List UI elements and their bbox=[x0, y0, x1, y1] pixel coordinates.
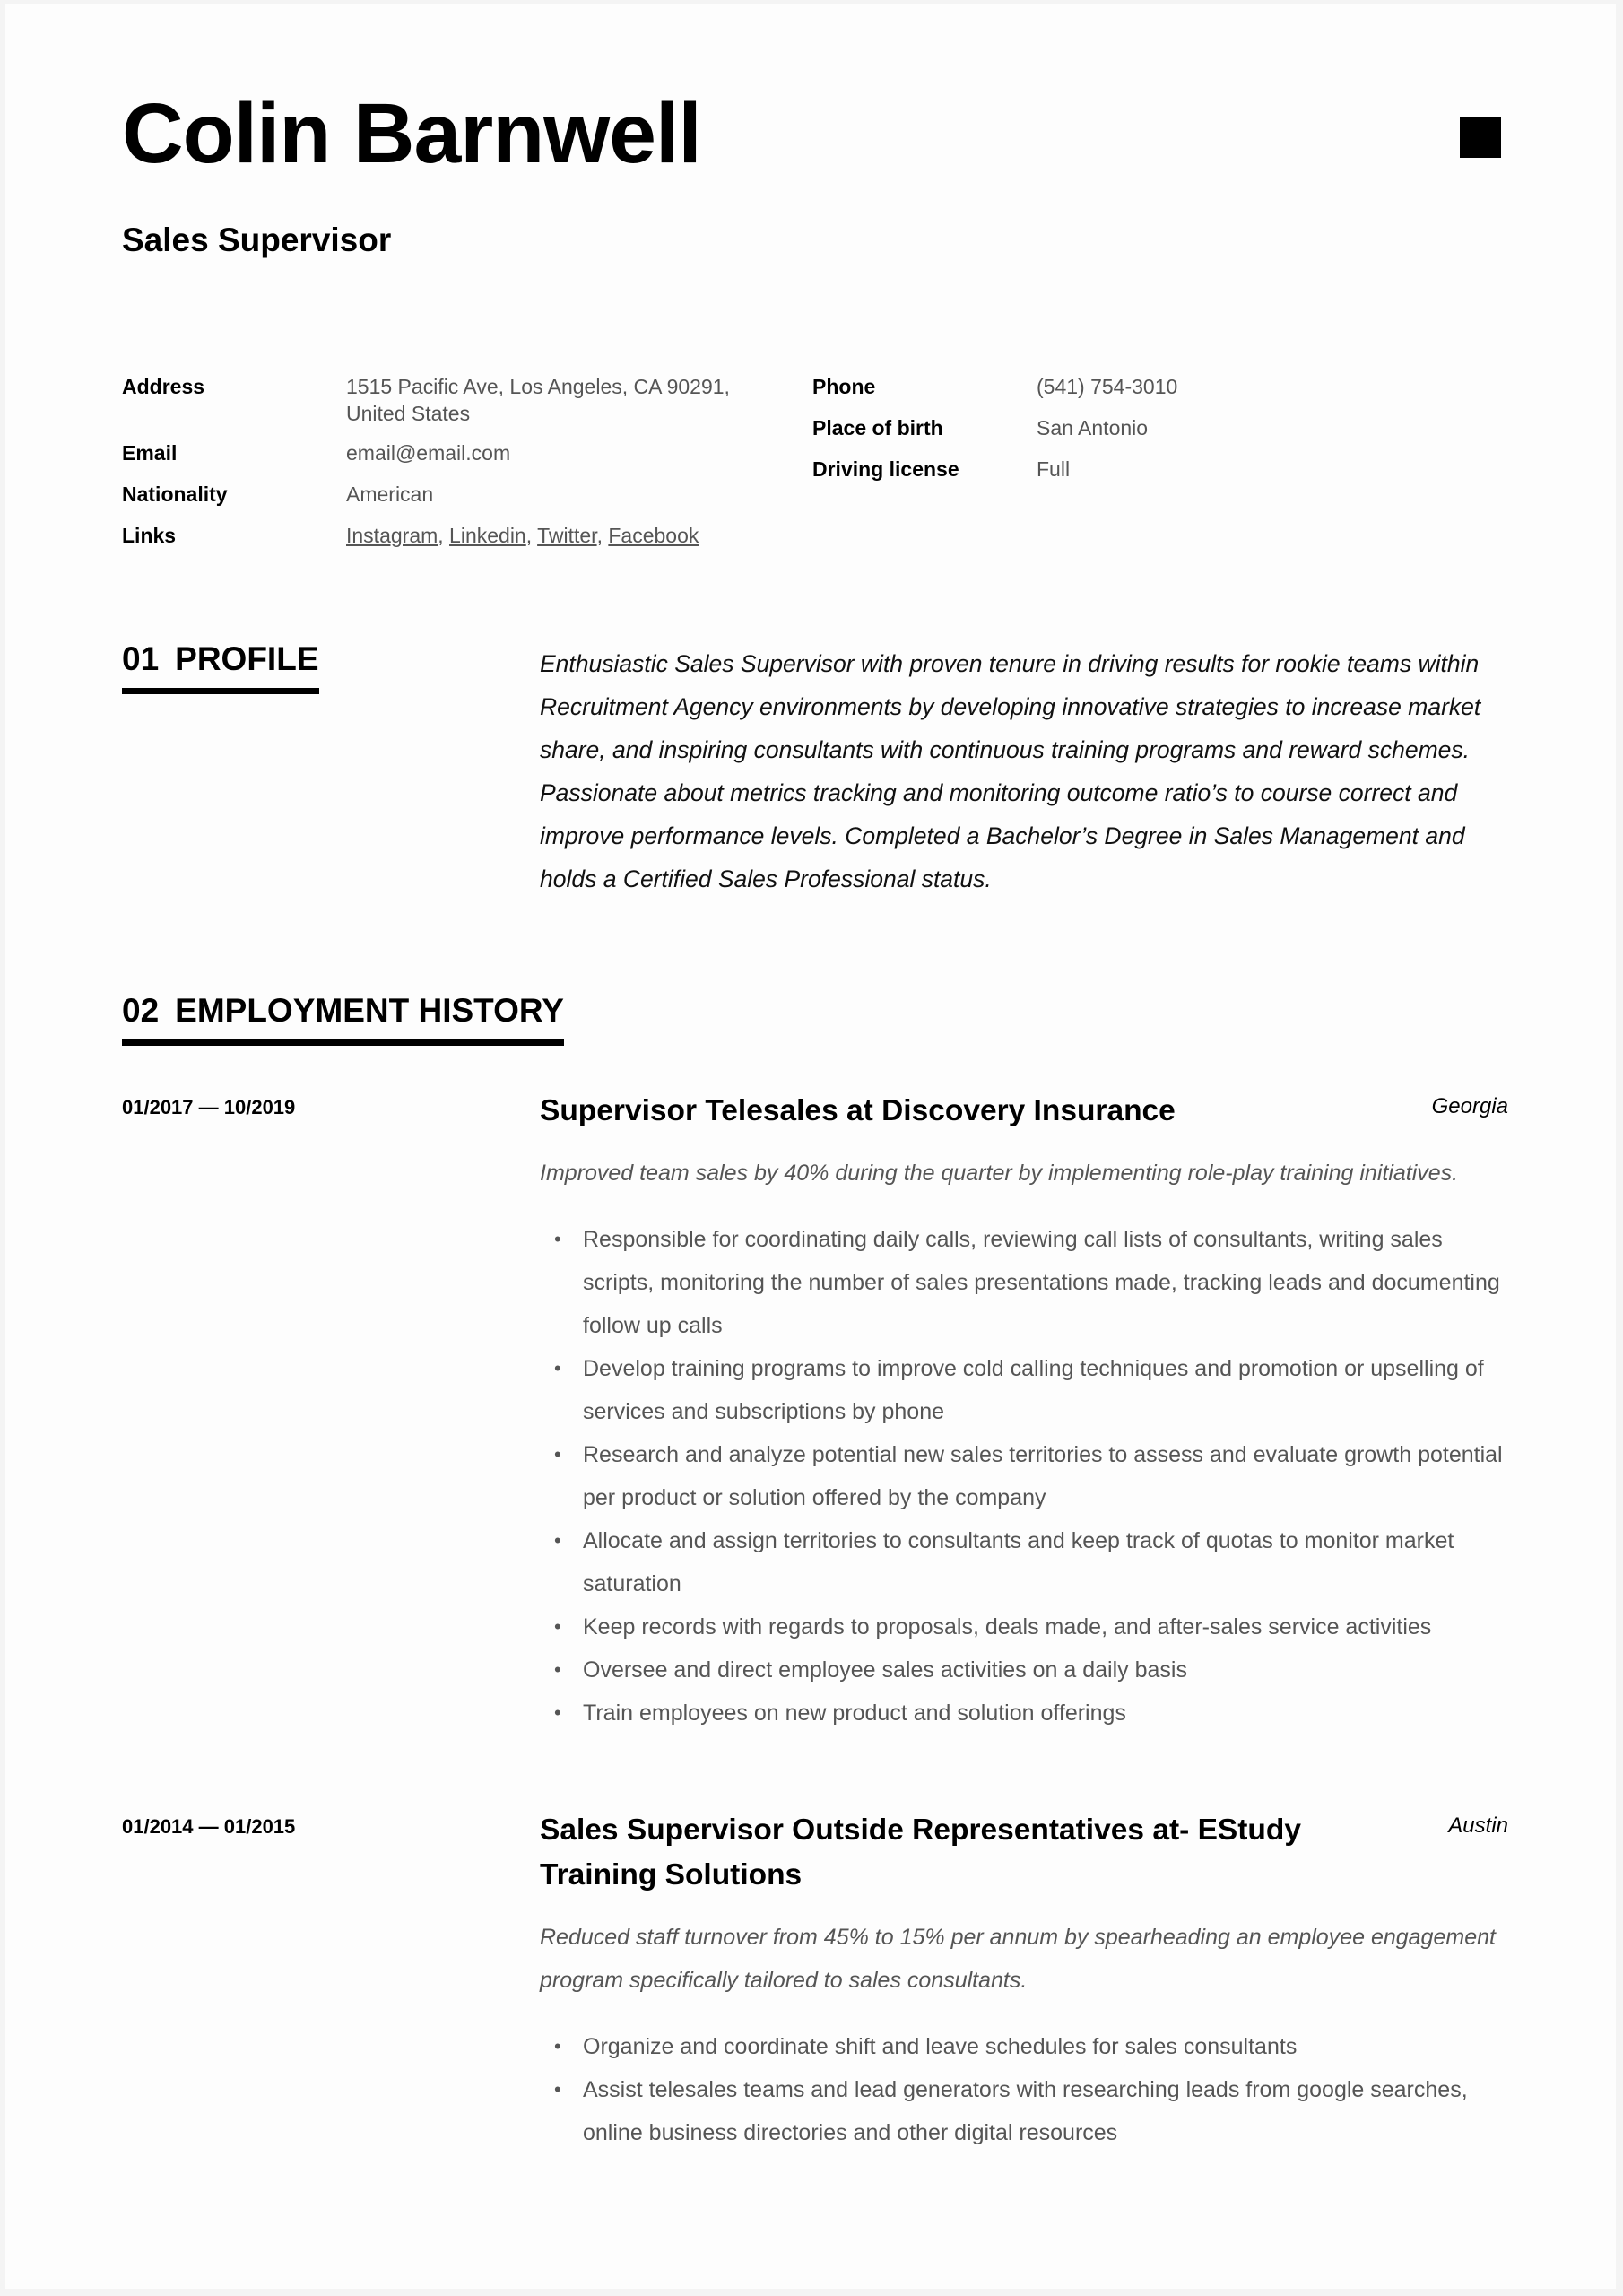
detail-email bbox=[122, 439, 768, 466]
list-item bbox=[540, 1433, 1508, 1519]
job-dates: 01/2014 — 01/2015 bbox=[122, 1815, 296, 1838]
bullet-text: Responsible for coordinating daily calls, reviewing call lists of consultants, writing sales scripts, monitoring the number of sales presentations made, tracking leads and documenting follow up calls bbox=[583, 1227, 1500, 1338]
job-header bbox=[540, 1808, 1508, 1898]
detail-label: Phone bbox=[812, 375, 876, 398]
bullet-text: Develop training programs to improve cold calling techniques and promotion or upselling of services and subscriptions by phone bbox=[583, 1356, 1484, 1424]
detail-value: San Antonio bbox=[1037, 416, 1149, 439]
bullet-icon: • bbox=[554, 2035, 561, 2057]
section-title: EMPLOYMENT HISTORY bbox=[175, 992, 564, 1029]
links-list bbox=[346, 522, 768, 549]
link-twitter[interactable]: Twitter bbox=[537, 524, 597, 547]
detail-driving-license bbox=[812, 456, 1261, 483]
detail-value: 1515 Pacific Ave, Los Angeles, CA 90291, United States bbox=[346, 375, 730, 425]
detail-label: Email bbox=[122, 441, 178, 465]
detail-value: email@email.com bbox=[346, 441, 511, 465]
bullet-icon: • bbox=[554, 1615, 561, 1638]
job-body bbox=[540, 1808, 1508, 2154]
details-left bbox=[122, 373, 768, 563]
bullet-icon: • bbox=[554, 1701, 561, 1724]
candidate-title: Sales Supervisor bbox=[122, 222, 392, 258]
detail-value: American bbox=[346, 483, 434, 506]
profile-heading bbox=[122, 642, 319, 694]
job-header bbox=[540, 1089, 1508, 1134]
link-linkedin[interactable]: Linkedin bbox=[449, 524, 526, 547]
detail-label: Driving license bbox=[812, 457, 959, 481]
detail-value: Full bbox=[1037, 457, 1071, 481]
job-location: Austin bbox=[1448, 1813, 1508, 1838]
job-title: Supervisor Telesales at Discovery Insurance bbox=[540, 1094, 1176, 1127]
list-item bbox=[540, 1692, 1508, 1735]
bullet-text: Train employees on new product and solution offerings bbox=[583, 1700, 1126, 1726]
list-item bbox=[540, 1648, 1508, 1692]
section-number: 02 bbox=[122, 992, 160, 1029]
job-bullets bbox=[540, 2025, 1508, 2154]
bullet-icon: • bbox=[554, 1529, 561, 1552]
bullet-text: Assist telesales teams and lead generators with researching leads from google searches, online business directories and other digital resources bbox=[583, 2077, 1468, 2145]
profile-text: Enthusiastic Sales Supervisor with proven tenure in driving results for rookie teams within Recruitment Agency environments by developing innovative strategies to increase market share, and inspiring consultants with continuous training programs and reward schemes. Passionate about metrics tracking and monitoring outcome ratio’s to course correct and improve performance levels. Completed a Bachelor’s Degree in Sales Management and holds a Certified Sales Professional status. bbox=[540, 650, 1481, 892]
job-location: Georgia bbox=[1431, 1094, 1508, 1118]
employment-heading bbox=[122, 994, 564, 1046]
bullet-icon: • bbox=[554, 1357, 561, 1379]
job-body bbox=[540, 1089, 1508, 1735]
detail-place-of-birth bbox=[812, 414, 1261, 441]
detail-label: Place of birth bbox=[812, 416, 943, 439]
detail-nationality bbox=[122, 481, 768, 508]
job-title: Sales Supervisor Outside Representatives at- EStudy Training Solutions bbox=[540, 1813, 1301, 1892]
job-dates: 01/2017 — 10/2019 bbox=[122, 1096, 296, 1118]
list-item bbox=[540, 1347, 1508, 1433]
bullet-text: Organize and coordinate shift and leave schedules for sales consultants bbox=[583, 2034, 1298, 2059]
link-separator: , bbox=[525, 524, 538, 547]
detail-address bbox=[122, 373, 768, 427]
details-right bbox=[812, 373, 1261, 497]
detail-value: (541) 754-3010 bbox=[1037, 375, 1178, 398]
bullet-icon: • bbox=[554, 1658, 561, 1681]
job-summary: Reduced staff turnover from 45% to 15% per annum by spearheading an employee engagement program specifically tailored to sales consultants. bbox=[540, 1925, 1496, 1993]
bullet-icon: • bbox=[554, 1443, 561, 1465]
bullet-text: Allocate and assign territories to consultants and keep track of quotas to monitor market saturation bbox=[583, 1528, 1454, 1596]
bullet-icon: • bbox=[554, 2078, 561, 2100]
candidate-name: Colin Barnwell bbox=[122, 86, 701, 181]
section-number: 01 bbox=[122, 640, 160, 677]
section-title: PROFILE bbox=[175, 640, 319, 677]
list-item bbox=[540, 2068, 1508, 2154]
list-item bbox=[540, 1605, 1508, 1648]
bullet-text: Oversee and direct employee sales activities on a daily basis bbox=[583, 1657, 1187, 1683]
bullet-icon: • bbox=[554, 1228, 561, 1250]
bullet-text: Keep records with regards to proposals, deals made, and after-sales service activities bbox=[583, 1614, 1432, 1639]
decorative-square-icon bbox=[1460, 117, 1501, 158]
link-facebook[interactable]: Facebook bbox=[608, 524, 699, 547]
link-separator: , bbox=[438, 524, 450, 547]
job-bullets bbox=[540, 1218, 1508, 1735]
resume-page bbox=[5, 4, 1616, 2289]
detail-label: Nationality bbox=[122, 483, 228, 506]
list-item bbox=[540, 2025, 1508, 2068]
detail-links bbox=[122, 522, 768, 549]
detail-label: Links bbox=[122, 524, 177, 547]
link-instagram[interactable]: Instagram bbox=[346, 524, 438, 547]
detail-phone bbox=[812, 373, 1261, 400]
job-summary: Improved team sales by 40% during the quarter by implementing role-play training initiatives. bbox=[540, 1161, 1459, 1186]
bullet-text: Research and analyze potential new sales territories to assess and evaluate growth potential per product or solution offered by the company bbox=[583, 1442, 1503, 1510]
list-item bbox=[540, 1218, 1508, 1347]
link-separator: , bbox=[596, 524, 609, 547]
detail-label: Address bbox=[122, 375, 205, 398]
list-item bbox=[540, 1519, 1508, 1605]
